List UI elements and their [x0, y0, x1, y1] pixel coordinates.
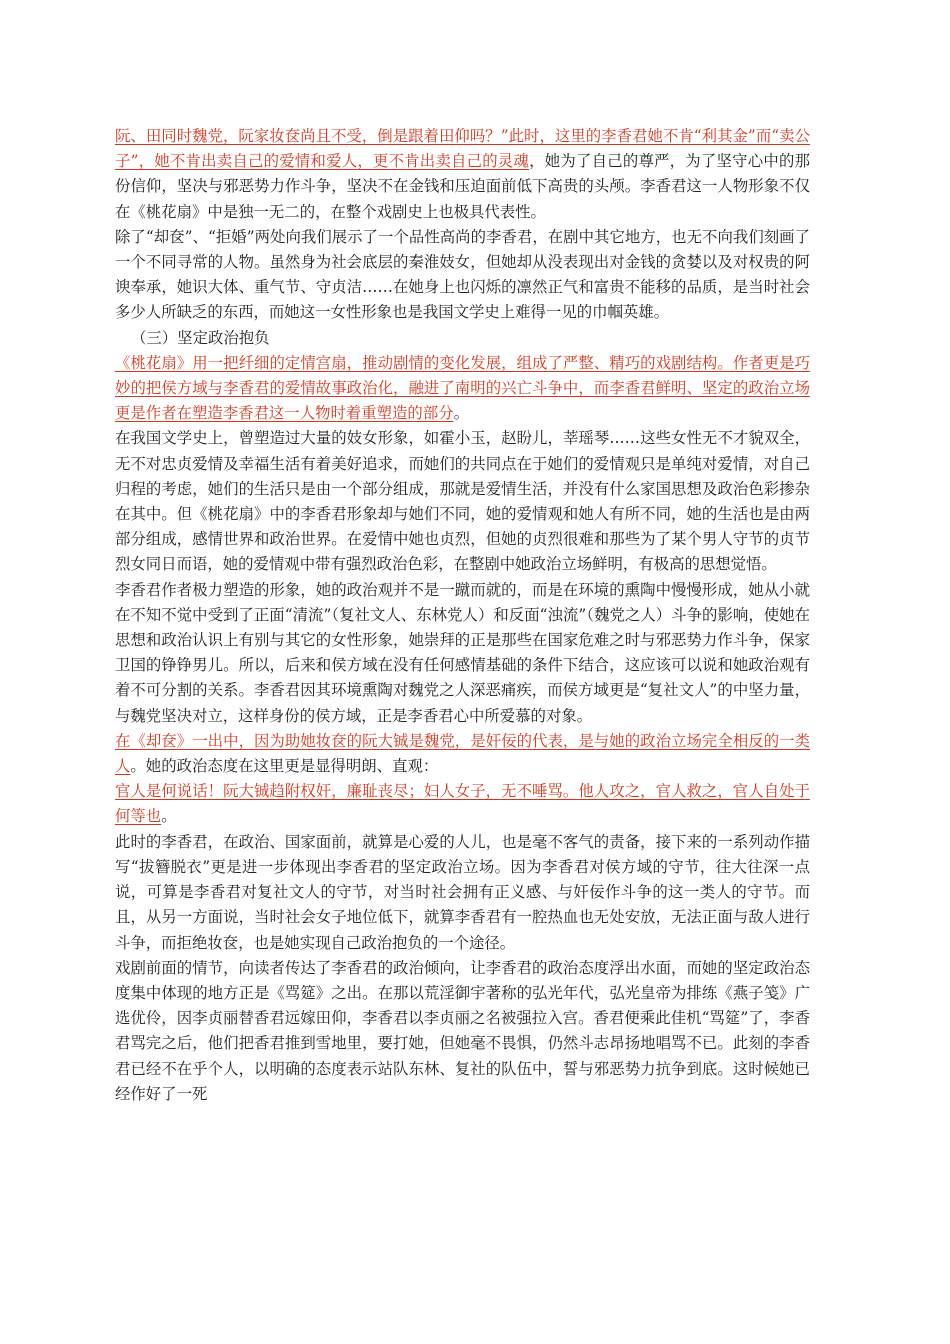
body-text: 此时的李香君，在政治、国家面前，就算是心爱的人儿，也是毫不客气的责备，接下来的一系列动作描写“拔簪脱衣”更是进一步体现出李香君的坚定政治立场。因为李香君对侯方域的守节，往大往深一点说，可算是李香君对复社文人的守节，对当时社会拥有正义感、与奸佞作斗争的这一类人的守节。而且，从另一方面说，当时社会女子地位低下，就算李香君有一腔热血也无处安放，无法正面与敌人进行斗争，而拒绝妆奁，也是她实现自己政治抱负的一个途径。 [115, 832, 810, 952]
highlighted-text: 官人是何说话！阮大铖趋附权奸，廉耻丧尽；妇人女子，无不唾骂。 [115, 782, 579, 801]
highlighted-text: ”此时，这里的李香君她不肯“利其金”而“卖公子”，她不肯出卖自己的爱情和爱人，更不肯出卖自己的灵魂 [115, 127, 810, 171]
body-text: 在我国文学史上，曾塑造过大量的妓女形象，如霍小玉，赵盼儿，莘瑶琴……这些女性无不才貌双全，无不对忠贞爱情及幸福生活有着美好追求，而她们的共同点在于她们的爱情观只是单纯对爱情，对自己归程的考虑，她们的生活只是由一个部分组成，那就是爱情生活，并没有什么家国思想及政治色彩掺杂在其中。但《桃花扇》中的李香君形象却与她们不同，她的爱情观和她人有所不同，她的生活也是由两部分组成，感情世界和政治世界。在爱情中她也贞烈，但她的贞烈很难和那些为了某个男人守节的贞节烈女同日而语，她的爱情观中带有强烈政治色彩，在整剧中她政治立场鲜明，有极高的思想觉悟。 [115, 429, 810, 574]
paragraph-9 [115, 830, 810, 956]
paragraph-7 [115, 729, 810, 779]
body-text: 李香君作者极力塑造的形象，她的政治观并不是一蹴而就的，而是在环境的熏陶中慢慢形成，她从小就在不知不觉中受到了正面“清流”（复社文人、东林党人）和反面“浊流”（魏党之人）斗争的影响，使她在思想和政治认识上有别与其它的女性形象，她崇拜的正是那些在国家危难之时与邪恶势力作斗争，保家卫国的铮铮男儿。所以，后来和侯方域在没有任何感情基础的条件下结合，这应该可以说和她政治观有着不可分割的关系。李香君因其环境熏陶对魏党之人深恶痛疾，而侯方域更是“复社文人”的中坚力量，与魏党坚决对立，这样身份的侯方域，正是李香君心中所爱慕的对象。 [115, 580, 810, 725]
section-heading [115, 326, 810, 351]
highlighted-text: 阮、田同时魏党，阮家妆奁尚且不受，倒是跟着田仰吗？ [115, 127, 501, 145]
paragraph-1 [115, 124, 810, 225]
document-body [115, 124, 810, 1107]
highlighted-text: 在《却奁》一出中，因为助她妆奁的阮大铖是魏党，是奸佞的代表，是与她的政治立场完全相反的一类人 [115, 731, 810, 776]
paragraph-10 [115, 956, 810, 1107]
body-text: 除了“却奁”、“拒婚”两处向我们展示了一个品性高尚的李香君，在剧中其它地方，也无不向我们刻画了一个不同寻常的人物。虽然身为社会底层的秦淮妓女，但她却从没表现出对金钱的贪婪以及对权贵的阿谀奉承，她识大体、重气节、守贞洁……在她身上也闪烁的凛然正气和富贵不能移的品质，是当时社会多少人所缺乏的东西，而她这一女性形象也是我国文学史上难得一见的巾帼英雄。 [115, 227, 810, 322]
paragraph-2 [115, 225, 810, 326]
highlighted-text: 《桃花扇》用一把纤细的定情宫扇，推动剧情的变化发展，组成了严整、精巧的戏剧结构。作者更是巧妙的把侯方域与李香君的爱情故事政治化，融进了南明的兴亡斗争中，而李香君鲜明、坚定的政治立场更是作者在塑造李香君这一人物时着重塑造的部分 [115, 353, 810, 423]
section-heading-text: （三）坚定政治抱负 [131, 328, 270, 347]
body-text: 。她的政治态度在这里更是显得明朗、直观： [130, 757, 439, 776]
paragraph-5 [115, 426, 810, 577]
highlighted-text: 他人攻之，官人救之，官人自处于何等也 [115, 782, 810, 826]
paragraph-8-quote [115, 779, 810, 829]
body-text: 戏剧前面的情节，向读者传达了李香君的政治倾向，让李香君的政治态度浮出水面，而她的坚定政治态度集中体现的地方正是《骂筵》之出。在那以荒淫御宇著称的弘光年代，弘光皇帝为排练《燕子笺》广选优伶，因李贞丽替香君远嫁田仰，李香君以李贞丽之名被强拉入宫。香君便乘此佳机“骂筵”了，李香君骂完之后，他们把香君推到雪地里，要打她，但她毫不畏惧，仍然斗志昂扬地唱骂不已。此刻的李香君已经不在乎个人，以明确的态度表示站队东林、复社的队伍中，誓与邪恶势力抗争到底。这时候她已经作好了一死 [115, 958, 810, 1103]
paragraph-6 [115, 578, 810, 729]
body-text: 。 [453, 404, 470, 423]
paragraph-4 [115, 351, 810, 427]
body-text: ，她为了自己的尊严，为了坚守心中的那份信仰，坚决与邪恶势力作斗争，坚决不在金钱和压迫面前低下高贵的头颅。李香君这一人物形象不仅在《桃花扇》中是独一无二的，在整个戏剧史上也极具代表性。 [115, 152, 810, 221]
body-text: 。 [161, 807, 177, 826]
